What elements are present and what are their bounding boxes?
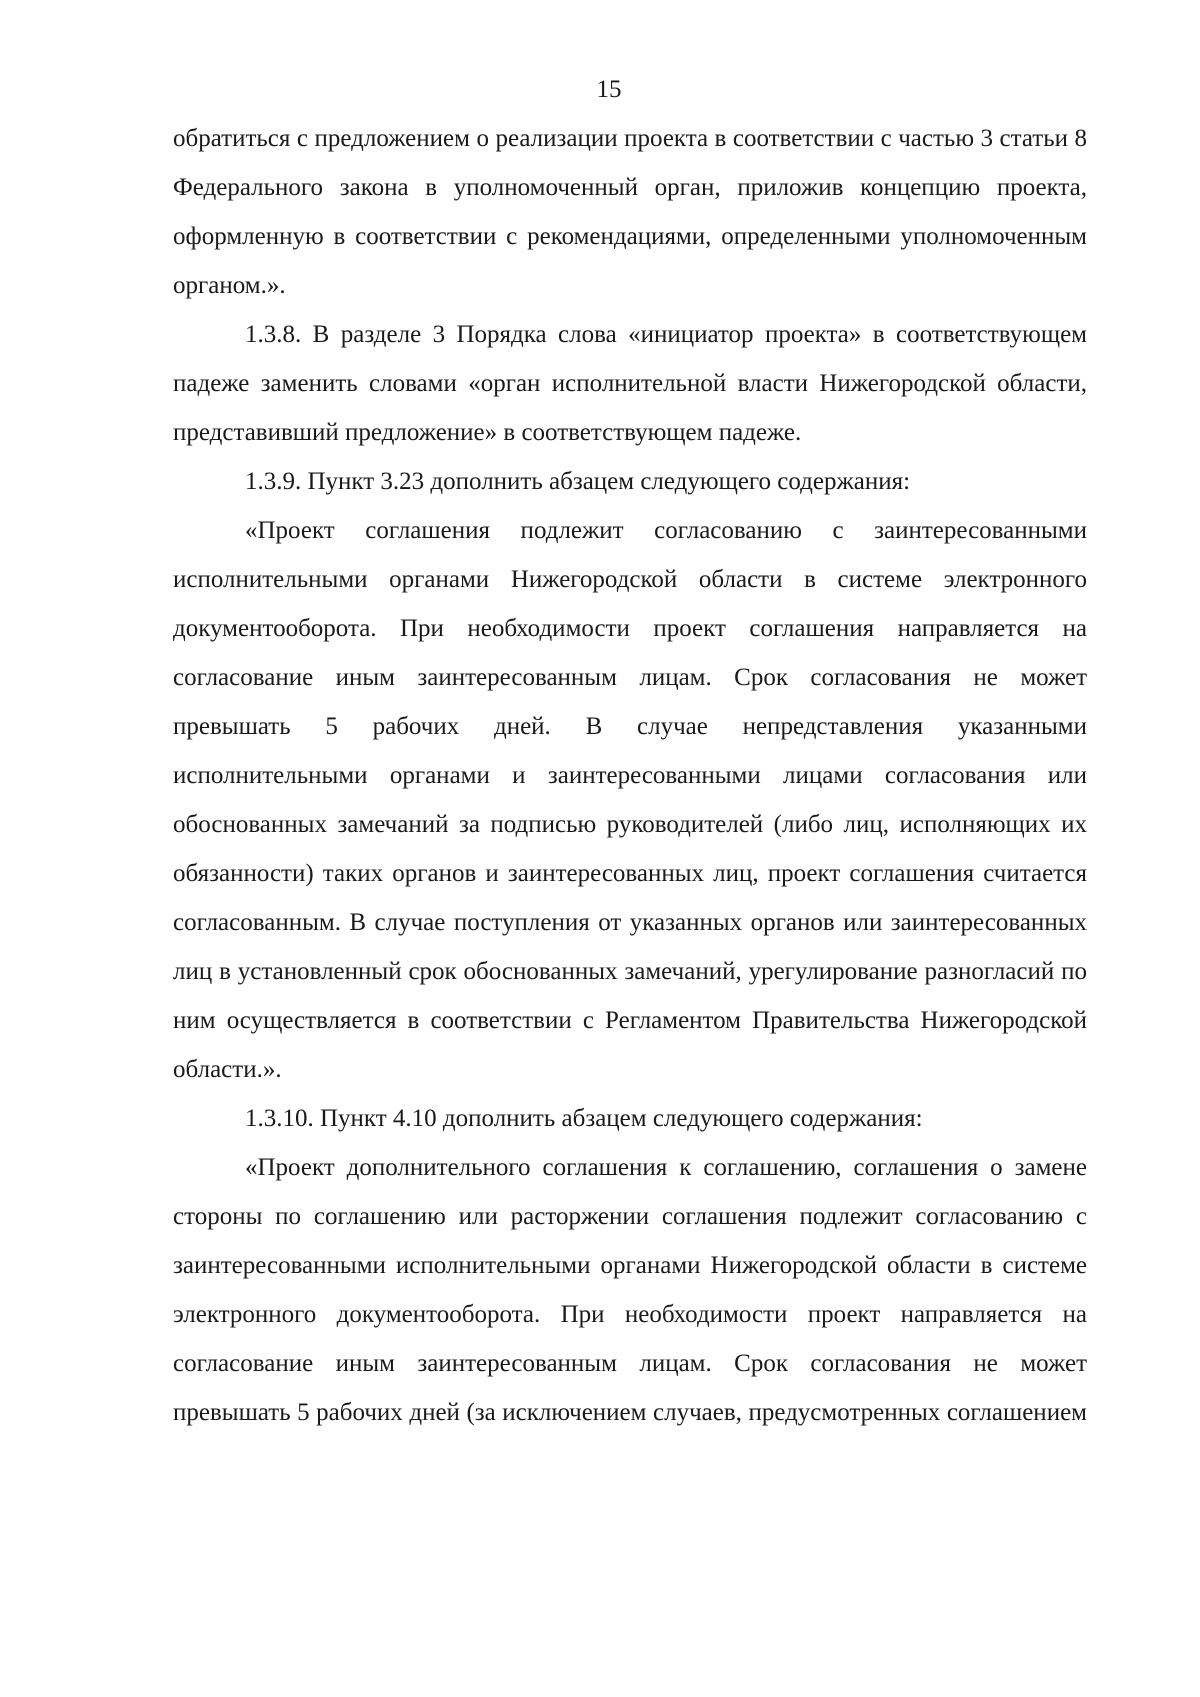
paragraph-quote-4-10: «Проект дополнительного соглашения к соглашению, соглашения о замене стороны по соглашению или расторжении соглашения подлежит согласованию с заинтересованными исполнительными органами Нижегородской области в системе электронного документооборота. При необходимости проект направляется на согласование иным заинтересованным лицам. Срок согласования не может превышать 5 рабочих дней (за исключением случаев, предусмотренных соглашением	[173, 1154, 1087, 1426]
paragraph-quote-3-23: «Проект соглашения подлежит согласованию с заинтересованными исполнительными органами Нижегородской области в системе электронного документооборота. При необходимости проект соглашения направляется на согласование иным заинтересованным лицам. Срок согласования не может превышать 5 рабочих дней. В случае непредставления указанными исполнительными органами и заинтересованными лицами согласования или обоснованных замечаний за подписью руководителей (либо лиц, исполняющих их обязанности) таких органов и заинтересованных лиц, проект соглашения считается согласованным. В случае поступления от указанных органов или заинтересованных лиц в установленный срок обоснованных замечаний, урегулирование разногласий по ним осуществляется в соответствии с Регламентом Правительства Нижегородской области.».	[173, 517, 1087, 1083]
paragraph-item-1-3-9: 1.3.9. Пункт 3.23 дополнить абзацем следующего содержания:	[245, 468, 911, 495]
page-number: 15	[596, 76, 622, 103]
document-body	[173, 114, 1087, 1437]
paragraph-item-1-3-10: 1.3.10. Пункт 4.10 дополнить абзацем следующего содержания:	[245, 1105, 923, 1132]
paragraph-continuation: обратиться с предложением о реализации проекта в соответствии с частью 3 статьи 8 Федерального закона в уполномоченный орган, приложив концепцию проекта, оформленную в соответствии с рекомендациями, определенными уполномоченным органом.».	[173, 125, 1087, 299]
paragraph-item-1-3-8: 1.3.8. В разделе 3 Порядка слова «инициатор проекта» в соответствующем падеже заменить словами «орган исполнительной власти Нижегородской области, представивший предложение» в соответствующем падеже.	[173, 321, 1087, 446]
